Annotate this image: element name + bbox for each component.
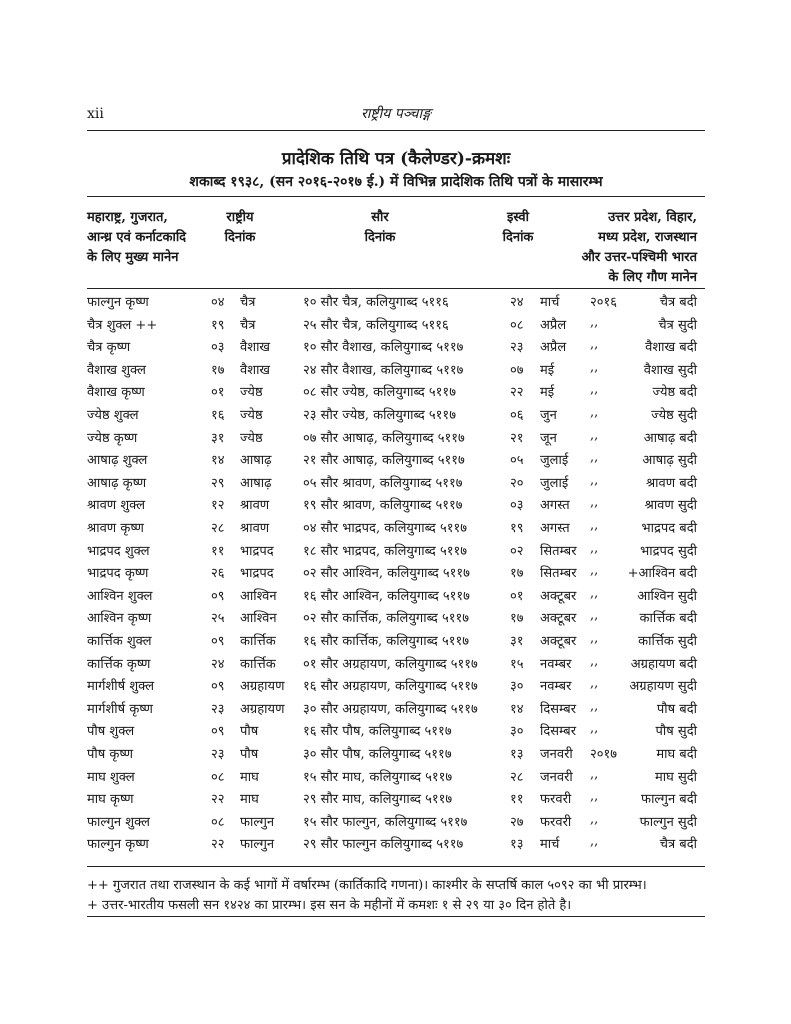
gregorian-month: अक्टूबर: [540, 634, 577, 649]
national-month: भाद्रपद: [240, 566, 274, 582]
national-day: १७: [211, 362, 225, 378]
national-month: वैशाख: [240, 340, 271, 356]
secondary-month: पौष बदी: [656, 701, 697, 717]
header-col-gregorian: इस्वी दिनांक: [502, 210, 534, 245]
secondary-month: +आश्विन बदी: [627, 566, 697, 582]
gregorian-year: ,,: [590, 563, 599, 579]
running-title: राष्ट्रीय पञ्चाङ्ग: [361, 106, 431, 122]
main-month: मार्गशीर्ष कृष्ण: [87, 701, 153, 717]
national-month: चैत्र: [240, 295, 256, 310]
main-month: वैशाख शुक्ल: [87, 362, 146, 378]
main-month: कार्त्तिक शुक्ल: [87, 634, 152, 649]
gregorian-year: ,,: [590, 472, 599, 488]
table-row: [87, 721, 705, 743]
solar-date: ०७ सौर आषाढ़, कलियुगाब्द ५११७: [303, 430, 465, 446]
gregorian-month: जुलाई: [540, 475, 569, 491]
header-rule: [87, 130, 705, 131]
national-month: पौष: [240, 747, 259, 762]
main-month: फाल्गुन कृष्ण: [87, 295, 149, 310]
gregorian-day: ०२: [510, 543, 524, 559]
gregorian-month: जनवरी: [540, 747, 573, 762]
national-day: ०९: [211, 679, 225, 695]
gregorian-year: ,,: [590, 314, 599, 330]
page-number: xii: [87, 106, 104, 122]
gregorian-month: अक्टूबर: [540, 588, 577, 604]
gregorian-month: नवम्बर: [540, 656, 572, 672]
header-col-main: महाराष्ट्र, गुजरात, आन्ध्र एवं कर्नाटकादि के लिए मुख्य मानेन: [87, 210, 187, 265]
national-day: ११: [211, 543, 225, 559]
gregorian-year: ,,: [590, 721, 599, 737]
table-row: [87, 676, 705, 698]
gregorian-month: अप्रैल: [540, 340, 567, 356]
gregorian-month: मई: [540, 385, 555, 401]
national-month: कार्त्तिक: [240, 634, 276, 649]
national-day: १४: [211, 453, 225, 469]
solar-date: १६ सौर कार्त्तिक, कलियुगाब्द ५११७: [303, 634, 470, 649]
secondary-month: पौष सुदी: [655, 724, 697, 740]
table-row: [87, 495, 705, 517]
gregorian-day: २०: [510, 475, 524, 491]
gregorian-month: जून: [540, 430, 557, 446]
national-day: २३: [211, 747, 225, 762]
gregorian-day: १३: [510, 837, 524, 853]
gregorian-month: जुलाई: [540, 453, 569, 469]
gregorian-year: ,,: [590, 653, 599, 669]
gregorian-day: २४: [510, 295, 524, 310]
solar-date: १६ सौर आश्विन, कलियुगाब्द ५११७: [303, 588, 470, 604]
secondary-month: चैत्र बदी: [659, 837, 697, 853]
header-bottom-rule: [87, 288, 705, 289]
solar-date: २४ सौर वैशाख, कलियुगाब्द ५११७: [303, 362, 464, 378]
solar-date: ३० सौर पौष, कलियुगाब्द ५११७: [303, 747, 452, 762]
gregorian-month: अगस्त: [540, 498, 570, 514]
national-day: १६: [211, 408, 225, 423]
secondary-month: आश्विन सुदी: [637, 588, 697, 604]
national-day: २९: [211, 475, 225, 491]
solar-date: ०४ सौर भाद्रपद, कलियुगाब्द ५११७: [303, 521, 468, 536]
gregorian-month: सितम्बर: [540, 566, 577, 582]
solar-date: ०२ सौर आश्विन, कलियुगाब्द ५११७: [303, 566, 470, 582]
gregorian-day: ०५: [510, 453, 524, 469]
national-day: ०४: [211, 295, 225, 310]
page-subtitle: शकाब्द १९३८, (सन २०१६-२०१७ ई.) में विभिन्न प्रादेशिक तिथि पत्रों के मासारम्भ: [189, 174, 603, 190]
table-top-rule: [87, 196, 705, 197]
gregorian-day: २७: [510, 814, 524, 830]
gregorian-year: २०१७: [590, 747, 618, 762]
national-day: २२: [211, 837, 225, 853]
gregorian-year: ,,: [590, 608, 599, 624]
national-month: अग्रहायण: [240, 701, 285, 717]
national-month: ज्येष्ठ: [240, 430, 263, 446]
national-month: ज्येष्ठ: [240, 408, 263, 423]
secondary-month: आषाढ़ सुदी: [642, 453, 697, 469]
gregorian-year: ,,: [590, 359, 599, 375]
secondary-month: भाद्रपद सुदी: [640, 543, 697, 559]
solar-date: १६ सौर पौष, कलियुगाब्द ५११७: [303, 724, 452, 740]
table-row: [87, 315, 705, 337]
table-row: [87, 654, 705, 676]
main-month: पौष शुक्ल: [87, 724, 135, 740]
table-row: [87, 450, 705, 472]
table-row: [87, 541, 705, 563]
gregorian-month: मार्च: [540, 837, 560, 853]
solar-date: १६ सौर अग्रहायण, कलियुगाब्द ५११७: [303, 679, 478, 695]
national-month: आश्विन: [240, 588, 277, 604]
gregorian-month: फरवरी: [540, 814, 572, 830]
gregorian-month: दिसम्बर: [540, 701, 577, 717]
solar-date: १९ सौर श्रावण, कलियुगाब्द ५११७: [303, 498, 463, 514]
secondary-month: माघ सुदी: [654, 769, 697, 785]
solar-date: १५ सौर माघ, कलियुगाब्द ५११७: [303, 769, 453, 785]
gregorian-year: ,,: [590, 789, 599, 805]
gregorian-month: सितम्बर: [540, 543, 577, 559]
solar-date: २९ सौर माघ, कलियुगाब्द ५११७: [303, 792, 453, 808]
main-month: पौष कृष्ण: [87, 747, 133, 762]
table-row: [87, 789, 705, 811]
main-month: भाद्रपद शुक्ल: [87, 543, 150, 559]
gregorian-day: २१: [510, 430, 524, 446]
solar-date: २९ सौर फाल्गुन कलियुगाब्द ५११७: [303, 837, 464, 853]
gregorian-month: अप्रैल: [540, 317, 567, 333]
secondary-month: फाल्गुन बदी: [641, 792, 697, 808]
main-month: फाल्गुन कृष्ण: [87, 837, 149, 853]
secondary-month: अग्रहायण सुदी: [629, 679, 697, 695]
national-month: अग्रहायण: [240, 679, 285, 695]
gregorian-month: नवम्बर: [540, 679, 572, 695]
gregorian-year: ,,: [590, 540, 599, 556]
main-month: कार्त्तिक कृष्ण: [87, 656, 151, 672]
national-day: १२: [211, 498, 225, 514]
main-month: ज्येष्ठ शुक्ल: [87, 408, 139, 423]
national-month: ज्येष्ठ: [240, 385, 263, 401]
gregorian-year: ,,: [590, 811, 599, 827]
national-day: ०३: [211, 340, 225, 356]
gregorian-month: मार्च: [540, 295, 560, 310]
gregorian-year: ,,: [590, 631, 599, 646]
secondary-month: चैत्र बदी: [659, 295, 697, 310]
secondary-month: भाद्रपद बदी: [641, 521, 697, 536]
gregorian-day: १३: [510, 747, 524, 762]
running-header: [87, 104, 705, 128]
gregorian-year: ,,: [590, 450, 599, 466]
main-month: फाल्गुन शुक्ल: [87, 814, 150, 830]
secondary-month: वैशाख सुदी: [643, 362, 697, 378]
gregorian-day: ०३: [510, 498, 524, 514]
national-day: ०९: [211, 634, 225, 649]
gregorian-month: जुन: [540, 408, 557, 423]
table-row: [87, 382, 705, 404]
footnote-1: ++ गुजरात तथा राजस्थान के कई भागों में वर्षारम्भ (कार्तिकादि गणना)। काश्मीर के सप्तर्षि काल ५०९२ का भी प्रारम्भ।: [87, 878, 647, 893]
main-month: चैत्र शुक्ल ++: [87, 317, 158, 333]
solar-date: २५ सौर चैत्र, कलियुगाब्द ५११६: [303, 317, 449, 333]
main-month: माघ कृष्ण: [87, 792, 134, 808]
main-month: आषाढ़ शुक्ल: [87, 453, 148, 469]
secondary-month: वैशाख बदी: [645, 340, 697, 356]
gregorian-day: २२: [510, 385, 524, 401]
national-month: चैत्र: [240, 317, 256, 333]
gregorian-day: ०६: [510, 408, 524, 423]
gregorian-day: ३०: [510, 724, 524, 740]
national-month: आषाढ़: [240, 475, 272, 491]
main-month: मार्गशीर्ष शुक्ल: [87, 679, 155, 695]
national-day: २३: [211, 701, 225, 717]
national-day: ०९: [211, 724, 225, 740]
solar-date: १० सौर चैत्र, कलियुगाब्द ५११६: [303, 295, 449, 310]
secondary-month: श्रावण बदी: [645, 475, 697, 491]
national-day: ३१: [211, 430, 225, 446]
gregorian-year: ,,: [590, 405, 599, 420]
gregorian-day: १७: [510, 566, 524, 582]
secondary-month: चैत्र सुदी: [658, 317, 697, 333]
national-month: वैशाख: [240, 362, 271, 378]
main-month: श्रावण कृष्ण: [87, 521, 144, 536]
solar-date: ३० सौर अग्रहायण, कलियुगाब्द ५११७: [303, 701, 478, 717]
gregorian-month: फरवरी: [540, 792, 572, 808]
footnote-bottom-rule: [87, 916, 705, 917]
national-month: माघ: [240, 769, 259, 785]
table-row: [87, 586, 705, 608]
national-month: श्रावण: [240, 498, 270, 514]
table-row: [87, 563, 705, 585]
gregorian-year: ,,: [590, 427, 599, 443]
gregorian-year: ,,: [590, 495, 599, 511]
national-month: आश्विन: [240, 611, 277, 627]
national-month: पौष: [240, 724, 259, 740]
main-month: आश्विन शुक्ल: [87, 588, 153, 604]
national-month: फाल्गुन: [240, 814, 275, 830]
table-row: [87, 812, 705, 834]
solar-date: १५ सौर फाल्गुन, कलियुगाब्द ५११७: [303, 814, 468, 830]
header-col-solar: सौर दिनांक: [364, 210, 396, 245]
secondary-month: कार्त्तिक सुदी: [638, 634, 697, 649]
main-month: ज्येष्ठ कृष्ण: [87, 430, 138, 446]
secondary-month: ज्येष्ठ सुदी: [651, 408, 697, 423]
solar-date: २३ सौर ज्येष्ठ, कलियुगाब्द ५११७: [303, 408, 456, 423]
national-month: भाद्रपद: [240, 543, 274, 559]
gregorian-month: दिसम्बर: [540, 724, 577, 740]
main-month: आषाढ़ कृष्ण: [87, 475, 147, 491]
table-row: [87, 337, 705, 359]
national-month: फाल्गुन: [240, 837, 275, 853]
solar-date: १० सौर वैशाख, कलियुगाब्द ५११७: [303, 340, 464, 356]
main-month: वैशाख कृष्ण: [87, 385, 145, 401]
national-day: ०९: [211, 588, 225, 604]
gregorian-month: अगस्त: [540, 521, 570, 536]
table-row: [87, 518, 705, 540]
table-row: [87, 767, 705, 789]
gregorian-year: ,,: [590, 382, 599, 398]
gregorian-year: ,,: [590, 518, 599, 533]
gregorian-month: जनवरी: [540, 769, 573, 785]
gregorian-day: २८: [510, 769, 524, 785]
national-day: ०१: [211, 385, 225, 401]
national-month: माघ: [240, 792, 259, 808]
table-row: [87, 360, 705, 382]
national-month: कार्त्तिक: [240, 656, 276, 672]
table-row: [87, 744, 705, 766]
footnote-2: + उत्तर-भारतीय फसली सन १४२४ का प्रारम्भ। इस सन के महीनों में कमशः १ से २९ या ३० दिन होते है।: [87, 898, 572, 913]
table-row: [87, 834, 705, 856]
national-month: आषाढ़: [240, 453, 272, 469]
national-day: २५: [211, 611, 225, 627]
secondary-month: श्रावण सुदी: [644, 498, 697, 514]
gregorian-year: ,,: [590, 676, 599, 692]
secondary-month: कार्त्तिक बदी: [639, 611, 697, 627]
header-col-national: राष्ट्रीय दिनांक: [224, 210, 256, 245]
gregorian-year: ,,: [590, 337, 599, 353]
table-row: [87, 292, 705, 314]
table-row: [87, 608, 705, 630]
gregorian-day: १७: [510, 611, 524, 627]
gregorian-day: १५: [510, 656, 524, 672]
gregorian-day: ३१: [510, 634, 524, 649]
main-month: भाद्रपद कृष्ण: [87, 566, 149, 582]
main-month: श्रावण शुक्ल: [87, 498, 146, 514]
national-day: २६: [211, 566, 225, 582]
national-day: ०८: [211, 814, 225, 830]
national-day: २४: [211, 656, 225, 672]
gregorian-year: ,,: [590, 698, 599, 714]
national-day: २८: [211, 521, 225, 536]
secondary-month: अग्रहायण बदी: [630, 656, 697, 672]
table-row: [87, 631, 705, 653]
gregorian-day: १४: [510, 701, 524, 717]
gregorian-day: ११: [510, 792, 524, 808]
secondary-month: ज्येष्ठ बदी: [652, 385, 697, 401]
secondary-month: फाल्गुन सुदी: [639, 814, 697, 830]
solar-date: १८ सौर भाद्रपद, कलियुगाब्द ५११७: [303, 543, 468, 559]
table-row: [87, 699, 705, 721]
table-row: [87, 473, 705, 495]
gregorian-day: ०१: [510, 588, 524, 604]
table-row: [87, 428, 705, 450]
gregorian-day: १९: [510, 521, 524, 536]
gregorian-year: ,,: [590, 834, 599, 850]
gregorian-day: ०७: [510, 362, 524, 378]
gregorian-day: २३: [510, 340, 524, 356]
secondary-month: आषाढ़ बदी: [643, 430, 697, 446]
gregorian-year: ,,: [590, 766, 599, 782]
gregorian-year: ,,: [590, 585, 599, 601]
gregorian-month: मई: [540, 362, 555, 378]
solar-date: २१ सौर आषाढ़, कलियुगाब्द ५११७: [303, 453, 465, 469]
main-month: चैत्र कृष्ण: [87, 340, 131, 356]
header-col-secondary: उत्तर प्रदेश, विहार, मध्य प्रदेश, राजस्थान और उत्तर-पश्चिमी भारत के लिए गौण मानेन: [581, 210, 697, 285]
gregorian-day: ३०: [510, 679, 524, 695]
table-bottom-rule: [87, 866, 705, 867]
main-month: आश्विन कृष्ण: [87, 611, 152, 627]
solar-date: ०२ सौर कार्त्तिक, कलियुगाब्द ५११७: [303, 611, 470, 627]
secondary-month: माघ बदी: [656, 747, 697, 762]
gregorian-day: ०८: [510, 317, 524, 333]
solar-date: ०८ सौर ज्येष्ठ, कलियुगाब्द ५११७: [303, 385, 456, 401]
national-day: २२: [211, 792, 225, 808]
main-month: माघ शुक्ल: [87, 769, 135, 785]
national-day: ०८: [211, 769, 225, 785]
solar-date: ०१ सौर अग्रहायण, कलियुगाब्द ५११७: [303, 656, 478, 672]
gregorian-month: अक्टूबर: [540, 611, 577, 627]
solar-date: ०५ सौर श्रावण, कलियुगाब्द ५११७: [303, 475, 463, 491]
gregorian-year: २०१६: [590, 295, 618, 310]
page-title: प्रादेशिक तिथि पत्र (कैलेण्डर)-क्रमशः: [281, 149, 511, 169]
national-month: श्रावण: [240, 521, 270, 536]
table-row: [87, 405, 705, 427]
national-day: १९: [211, 317, 225, 333]
